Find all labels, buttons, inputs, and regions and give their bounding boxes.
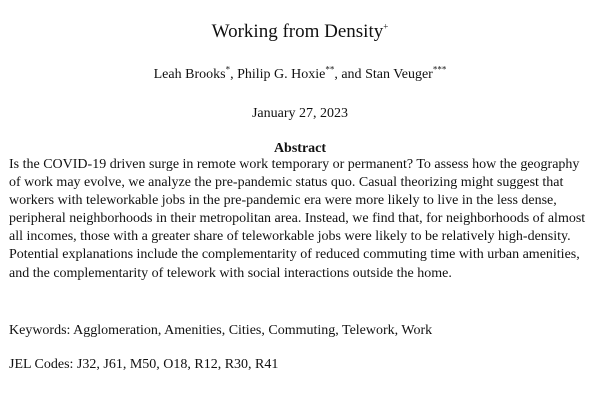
paper-title [0, 20, 600, 44]
author-list [0, 66, 600, 84]
author-footnote-mark: ** [325, 64, 335, 75]
keywords-line: Keywords: Agglomeration, Amenities, Cities, Commuting, Telework, Work [9, 323, 433, 338]
author-name: Stan Veuger [365, 67, 433, 82]
title-footnote-mark: + [383, 21, 389, 32]
author-separator: , and [334, 67, 366, 82]
author-name: Philip G. Hoxie [237, 67, 326, 82]
paper-date: January 27, 2023 [251, 106, 349, 121]
author-footnote-mark: *** [432, 64, 447, 75]
abstract-heading: Abstract [273, 141, 327, 156]
jel-codes-line: JEL Codes: J32, J61, M50, O18, R12, R30, R41 [9, 357, 279, 372]
title-text: Working from Density [211, 21, 384, 42]
author-separator: , [230, 67, 238, 82]
abstract-body: Is the COVID-19 driven surge in remote work temporary or permanent? To assess how the geography of work may evolve, we analyze the pre-pandemic status quo. Casual theorizing might suggest that workers with teleworkable jobs in the pre-pandemic era were more likely to live in the less dense, peripheral neighborhoods in their metropolitan area. Instead, we find that, for neighborhoods of almost all incomes, those with a greater share of teleworkable jobs were likely to be relatively high-density. Potential explanations include the complementarity of reduced commuting time with urban amenities, and the complementarity of telework with social interactions outside the home. [9, 157, 586, 281]
author-name: Leah Brooks [153, 67, 226, 82]
author-footnote-mark: * [225, 64, 231, 75]
